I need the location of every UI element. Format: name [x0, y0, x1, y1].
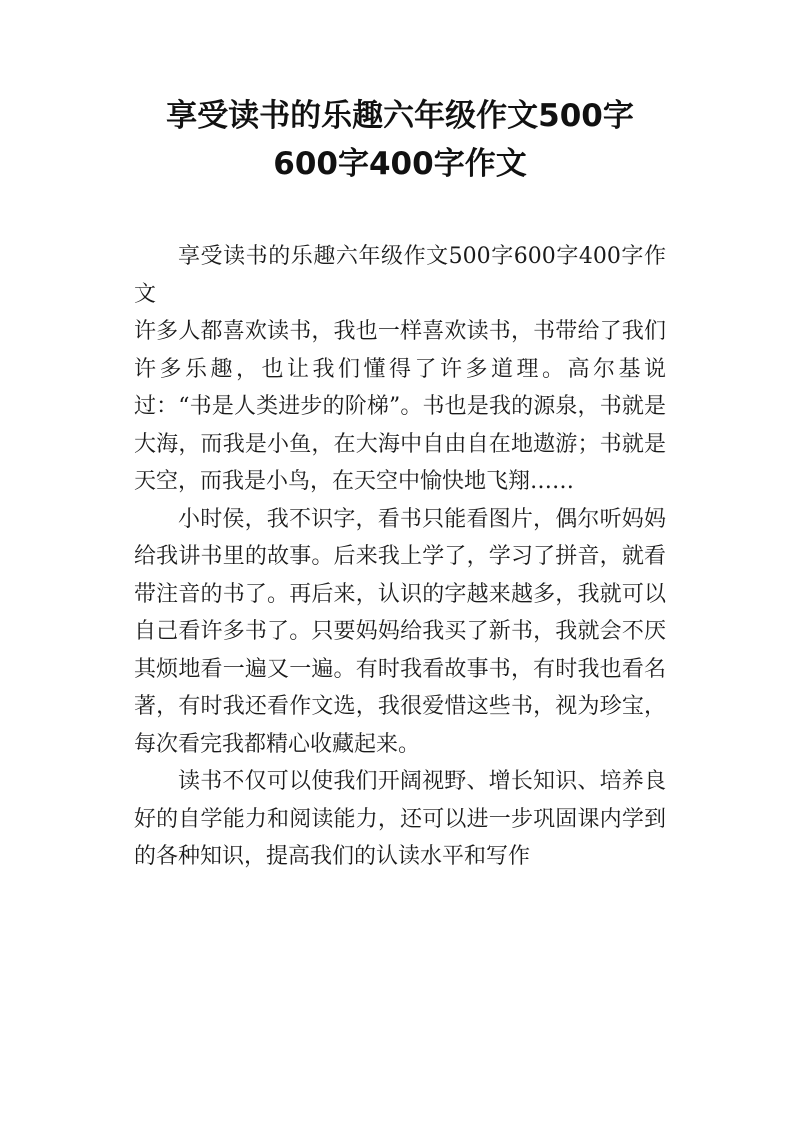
paragraph-subtitle: 享受读书的乐趣六年级作文500字600字400字作文 — [134, 244, 666, 307]
paragraph: 小时侯，我不识字，看书只能看图片，偶尔听妈妈给我讲书里的故事。后来我上学了，学习了拼音，就看带注音的书了。再后来，认识的字越来越多，我就可以自己看许多书了。只要妈妈给我买了新书，我就会不厌其烦地看一遍又一遍。有时我看故事书，有时我也看名著，有时我还看作文选，我很爱惜这些书，视为珍宝，每次看完我都精心收藏起来。 — [134, 506, 666, 757]
document-body — [134, 238, 666, 876]
title-line-2: 600字400字作文 — [273, 146, 527, 182]
title-line-1: 享受读书的乐趣六年级作文500字 — [166, 98, 634, 134]
document-title — [0, 92, 800, 188]
paragraph: 读书不仅可以使我们开阔视野、增长知识、培养良好的自学能力和阅读能力，还可以进一步巩固课内学到的各种知识，提高我们的认读水平和写作 — [134, 769, 666, 869]
paragraph: 许多人都喜欢读书，我也一样喜欢读书，书带给了我们许多乐趣，也让我们懂得了许多道理。高尔基说过：“书是人类进步的阶梯”。书也是我的源泉，书就是大海，而我是小鱼，在大海中自由自在地遨游；书就是天空，而我是小鸟，在天空中愉快地飞翔…… — [134, 319, 666, 494]
